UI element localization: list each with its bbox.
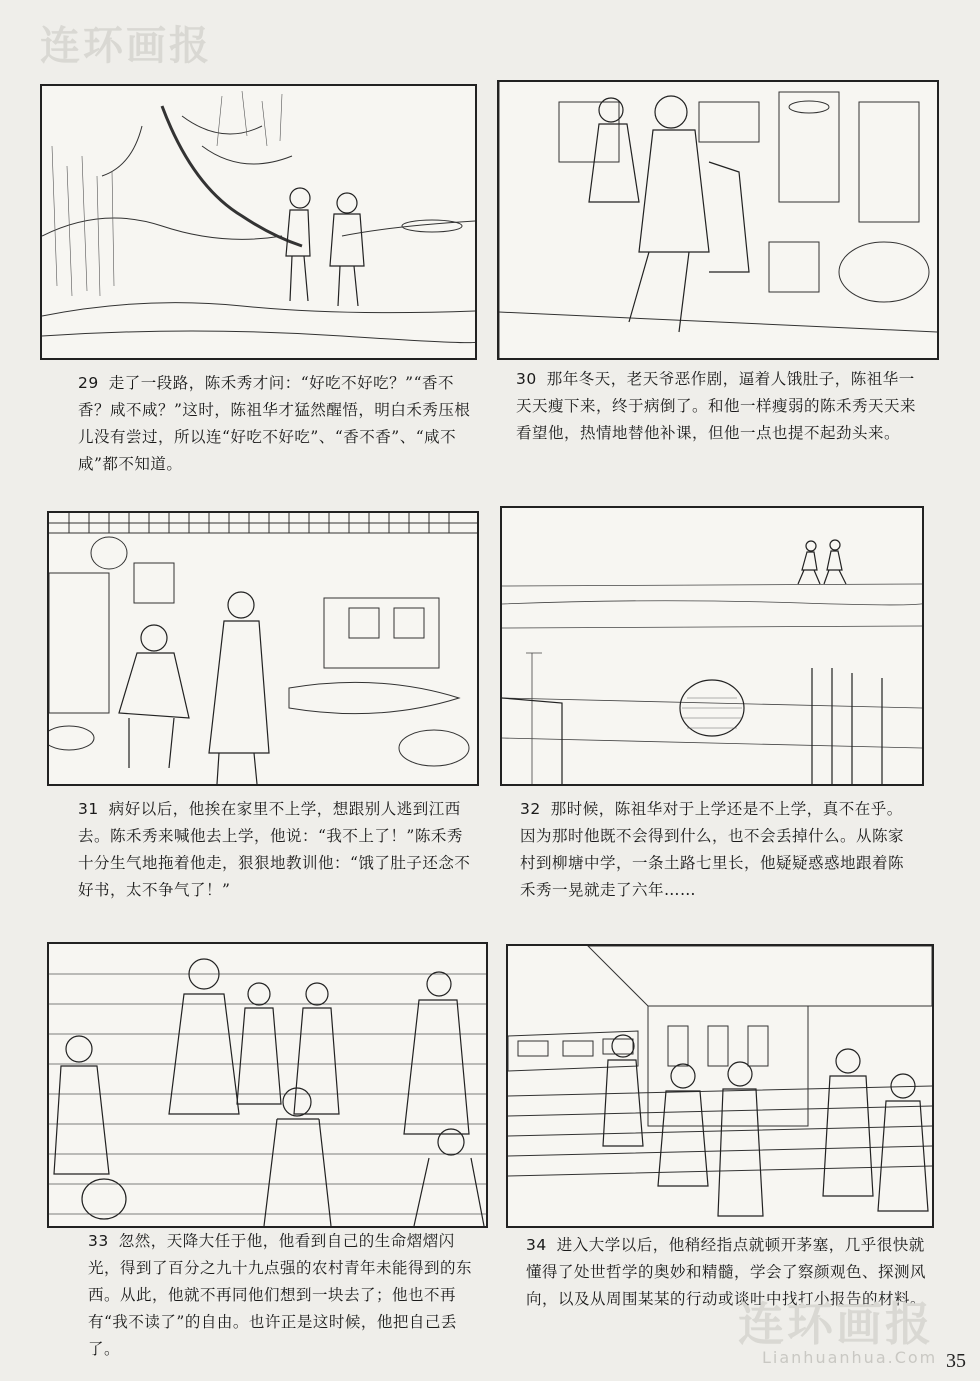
caption-text: 进入大学以后，他稍经指点就顿开茅塞，几乎很快就懂得了处世哲学的奥妙和精髓，学会了察颜观色、探测风向，以及从周围某某的行动或谈吐中找打小报告的材料。: [526, 1236, 927, 1308]
illustration-panel-31: [47, 511, 479, 786]
caption-number: 31: [78, 800, 99, 818]
caption-number: 30: [516, 370, 537, 388]
field-road-drawing: [502, 508, 922, 784]
caption-33: [88, 1228, 484, 1363]
illustration-panel-29: [40, 84, 477, 360]
caption-text: 忽然，天降大任于他，他看到自己的生命熠熠闪光，得到了百分之九十九点强的农村青年未能得到的东西。从此，他就不再同他们想到一块去了；他也不再有“我不读了”的自由。也许正是这时候，他把自己丢了。: [88, 1232, 473, 1358]
watermark-bottom: 连环画报: [738, 1297, 934, 1351]
interior-sickbed-drawing: [499, 82, 937, 358]
caption-30: [516, 366, 916, 447]
illustration-panel-33: [47, 942, 488, 1228]
watermark-top: 连环画报: [40, 23, 212, 69]
illustration-panel-30: [497, 80, 939, 360]
illustration-panel-34: [506, 944, 934, 1228]
watermark-url: Lianhuanhua.Com: [762, 1348, 938, 1367]
illustration-panel-32: [500, 506, 924, 786]
caption-32: [520, 796, 918, 904]
tree-path-drawing: [42, 86, 475, 358]
caption-number: 33: [88, 1232, 109, 1250]
caption-29: [78, 370, 474, 478]
university-building-drawing: [508, 946, 932, 1226]
caption-number: 29: [78, 374, 99, 392]
caption-31: [78, 796, 474, 904]
caption-text: 那时候，陈祖华对于上学还是不上学，真不在乎。因为那时他既不会得到什么，也不会丢掉什么。从陈家村到柳塘中学，一条土路七里长，他疑疑惑惑地跟着陈禾秀一晃就走了六年……: [520, 800, 905, 899]
caption-number: 34: [526, 1236, 547, 1254]
caption-text: 那年冬天，老天爷恶作剧，逼着人饿肚子，陈祖华一天天瘦下来，终于病倒了。和他一样瘦弱的陈禾秀天天来看望他，热情地替他补课，但他一点也提不起劲头来。: [516, 370, 917, 442]
caption-number: 32: [520, 800, 541, 818]
students-on-stairs-drawing: [49, 944, 486, 1226]
page-number: 35: [946, 1350, 966, 1372]
caption-text: 病好以后，他挨在家里不上学，想跟别人逃到江西去。陈禾秀来喊他去上学，他说：“我不上了！”陈禾秀十分生气地拖着他走，狠狠地教训他：“饿了肚子还念不好书，太不争气了！”: [78, 800, 471, 899]
caption-text: 走了一段路，陈禾秀才问：“好吃不好吃？”“香不香？咸不咸？”这时，陈祖华才猛然醒悟，明白禾秀压根儿没有尝过，所以连“好吃不好吃”、“香不香”、“咸不咸”都不知道。: [78, 374, 471, 473]
kitchen-scene-drawing: [49, 513, 477, 784]
